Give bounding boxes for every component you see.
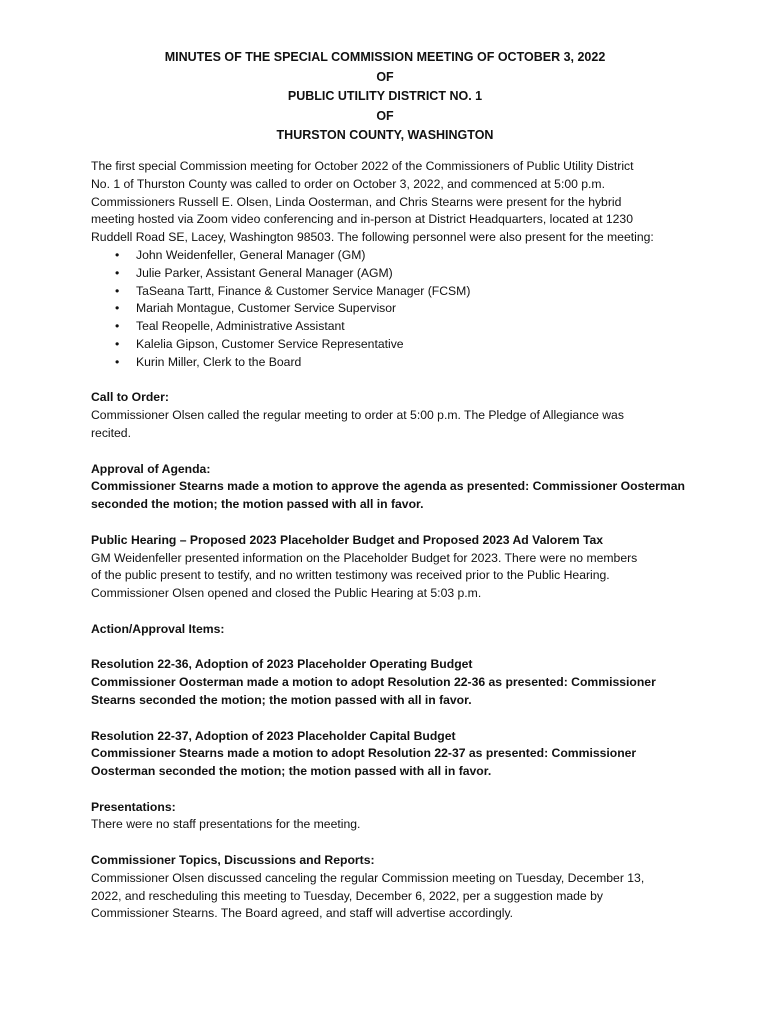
action-items-section (91, 621, 683, 639)
text-line: There were no staff presentations for the meeting. (91, 817, 361, 832)
commissioner-topics-section (91, 852, 683, 923)
section-heading: Presentations: (91, 799, 176, 814)
personnel-name: Kurin Miller, Clerk to the Board (136, 354, 302, 369)
personnel-name: Teal Reopelle, Administrative Assistant (136, 319, 345, 334)
motion-text: Oosterman seconded the motion; the motion passed with all in favor. (91, 764, 492, 779)
motion-text: Commissioner Stearns made a motion to adopt Resolution 22-37 as presented: Commissioner (91, 746, 637, 761)
section-heading: Resolution 22-37, Adoption of 2023 Placeholder Capital Budget (91, 728, 456, 743)
section-heading: Public Hearing – Proposed 2023 Placeholder Budget and Proposed 2023 Ad Valorem Tax (91, 532, 604, 547)
motion-text: Commissioner Stearns made a motion to approve the agenda as presented: Commissioner Oosterman (91, 479, 685, 494)
document-title (0, 48, 770, 146)
personnel-name: John Weidenfeller, General Manager (GM) (136, 247, 366, 262)
list-item (91, 336, 683, 354)
text-line: Commissioner Stearns. The Board agreed, and staff will advertise accordingly. (91, 906, 514, 921)
bullet-icon: • (115, 283, 120, 298)
title-line: THURSTON COUNTY, WASHINGTON (276, 128, 494, 142)
document-body (91, 158, 683, 923)
call-to-order-section (91, 389, 683, 442)
section-heading: Approval of Agenda: (91, 461, 211, 476)
title-line: OF (376, 108, 394, 123)
section-heading: Action/Approval Items: (91, 621, 225, 636)
bullet-icon: • (115, 319, 120, 334)
bullet-icon: • (115, 336, 120, 351)
bullet-icon: • (115, 265, 120, 280)
text-line: GM Weidenfeller presented information on the Placeholder Budget for 2023. There were no members (91, 550, 638, 565)
section-heading: Commissioner Topics, Discussions and Reports: (91, 853, 375, 868)
motion-text: seconded the motion; the motion passed with all in favor. (91, 497, 424, 512)
text-line: Commissioner Olsen discussed canceling the regular Commission meeting on Tuesday, December 13, (91, 870, 645, 885)
text-line: Ruddell Road SE, Lacey, Washington 98503. The following personnel were also present for the meeting: (91, 230, 654, 245)
text-line: meeting hosted via Zoom video conferencing and in-person at District Headquarters, located at 1230 (91, 212, 633, 227)
intro-paragraph (91, 158, 683, 247)
text-line: Commissioners Russell E. Olsen, Linda Oosterman, and Chris Stearns were present for the hybrid (91, 194, 622, 209)
approval-of-agenda-section (91, 461, 683, 514)
list-item (91, 354, 683, 372)
motion-text: Commissioner Oosterman made a motion to adopt Resolution 22-36 as presented: Commissioner (91, 675, 656, 690)
title-line: OF (376, 69, 394, 84)
personnel-name: Julie Parker, Assistant General Manager (AGM) (136, 265, 393, 280)
personnel-name: Mariah Montague, Customer Service Supervisor (136, 301, 397, 316)
resolution-22-37-section (91, 728, 683, 781)
text-line: No. 1 of Thurston County was called to order on October 3, 2022, and commenced at 5:00 p.m. (91, 176, 605, 191)
title-line: MINUTES OF THE SPECIAL COMMISSION MEETING OF OCTOBER 3, 2022 (164, 50, 606, 64)
motion-text: Stearns seconded the motion; the motion passed with all in favor. (91, 692, 472, 707)
list-item (91, 300, 683, 318)
text-line: 2022, and rescheduling this meeting to Tuesday, December 6, 2022, per a suggestion made by (91, 888, 603, 903)
list-item (91, 283, 683, 301)
resolution-22-36-section (91, 656, 683, 709)
presentations-section (91, 799, 683, 835)
personnel-list (91, 247, 683, 372)
text-line: of the public present to testify, and no written testimony was received prior to the Public Hearing. (91, 568, 610, 583)
bullet-icon: • (115, 247, 120, 262)
text-line: The first special Commission meeting for October 2022 of the Commissioners of Public Utility District (91, 159, 634, 173)
list-item (91, 265, 683, 283)
personnel-name: TaSeana Tartt, Finance & Customer Service Manager (FCSM) (136, 283, 471, 298)
section-heading: Resolution 22-36, Adoption of 2023 Placeholder Operating Budget (91, 657, 473, 672)
list-item (91, 247, 683, 265)
section-heading: Call to Order: (91, 390, 169, 405)
text-line: Commissioner Olsen opened and closed the Public Hearing at 5:03 p.m. (91, 586, 482, 601)
bullet-icon: • (115, 354, 120, 369)
bullet-icon: • (115, 301, 120, 316)
title-line: PUBLIC UTILITY DISTRICT NO. 1 (287, 89, 483, 103)
text-line: Commissioner Olsen called the regular meeting to order at 5:00 p.m. The Pledge of Allegiance was (91, 408, 624, 423)
public-hearing-section (91, 532, 683, 603)
text-line: recited. (91, 425, 131, 440)
personnel-name: Kalelia Gipson, Customer Service Representative (136, 336, 404, 351)
list-item (91, 318, 683, 336)
